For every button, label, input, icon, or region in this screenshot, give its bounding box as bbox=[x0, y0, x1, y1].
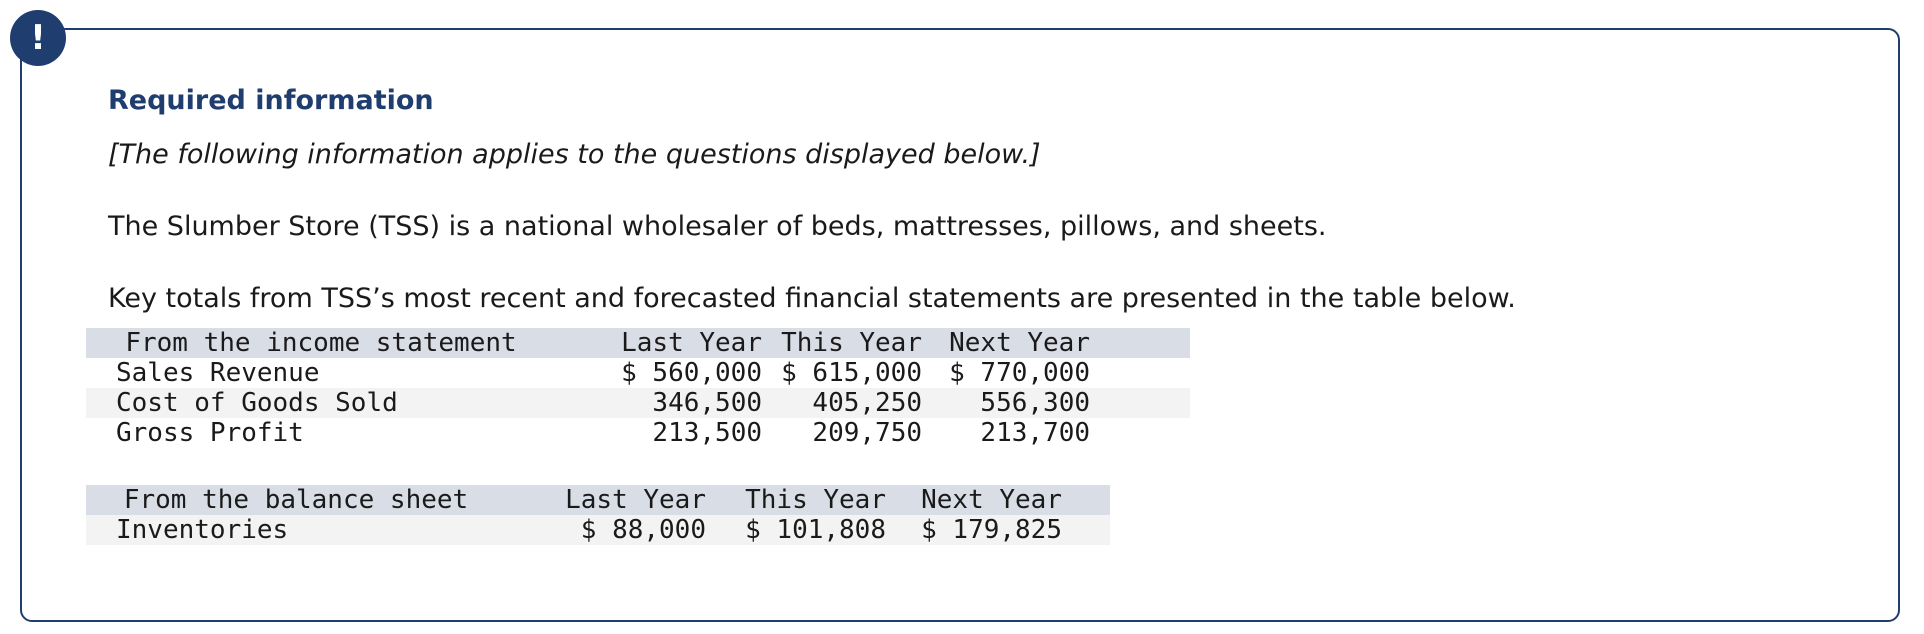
cell-last-year: 346,500 bbox=[556, 388, 762, 418]
table-row bbox=[86, 418, 1190, 448]
balance-header-next-year: Next Year bbox=[886, 485, 1062, 515]
cell-next-year: 213,700 bbox=[922, 418, 1090, 448]
card-title: Required information bbox=[108, 85, 434, 116]
cell-this-year: 405,250 bbox=[762, 388, 922, 418]
cell-this-year: $ 101,808 bbox=[706, 515, 886, 545]
income-table-header bbox=[86, 328, 1190, 358]
cell-next-year: $ 770,000 bbox=[922, 358, 1090, 388]
table-intro: Key totals from TSS’s most recent and forecasted financial statements are presented in the table below. bbox=[108, 283, 1516, 314]
row-label: Inventories bbox=[86, 515, 506, 545]
row-label: Sales Revenue bbox=[86, 358, 556, 388]
row-label: Cost of Goods Sold bbox=[86, 388, 556, 418]
cell-next-year: 556,300 bbox=[922, 388, 1090, 418]
cell-last-year: $ 560,000 bbox=[556, 358, 762, 388]
balance-header-label: From the balance sheet bbox=[86, 485, 506, 515]
intro-note: [The following information applies to the questions displayed below.] bbox=[108, 139, 1041, 170]
income-statement-table bbox=[86, 328, 1190, 448]
card-content bbox=[108, 82, 1838, 318]
company-description: The Slumber Store (TSS) is a national wholesaler of beds, mattresses, pillows, and sheets. bbox=[108, 211, 1327, 242]
cell-next-year: $ 179,825 bbox=[886, 515, 1062, 545]
cell-this-year: 209,750 bbox=[762, 418, 922, 448]
table-row bbox=[86, 515, 1110, 545]
table-row bbox=[86, 388, 1190, 418]
table-row bbox=[86, 358, 1190, 388]
balance-sheet-table bbox=[86, 485, 1110, 545]
balance-table-header bbox=[86, 485, 1110, 515]
balance-header-last-year: Last Year bbox=[506, 485, 706, 515]
income-header-this-year: This Year bbox=[762, 328, 922, 358]
row-label: Gross Profit bbox=[86, 418, 556, 448]
income-header-last-year: Last Year bbox=[556, 328, 762, 358]
income-header-next-year: Next Year bbox=[922, 328, 1090, 358]
alert-icon: ! bbox=[10, 10, 66, 66]
cell-last-year: 213,500 bbox=[556, 418, 762, 448]
balance-header-this-year: This Year bbox=[706, 485, 886, 515]
income-header-label: From the income statement bbox=[86, 328, 556, 358]
cell-last-year: $ 88,000 bbox=[506, 515, 706, 545]
cell-this-year: $ 615,000 bbox=[762, 358, 922, 388]
